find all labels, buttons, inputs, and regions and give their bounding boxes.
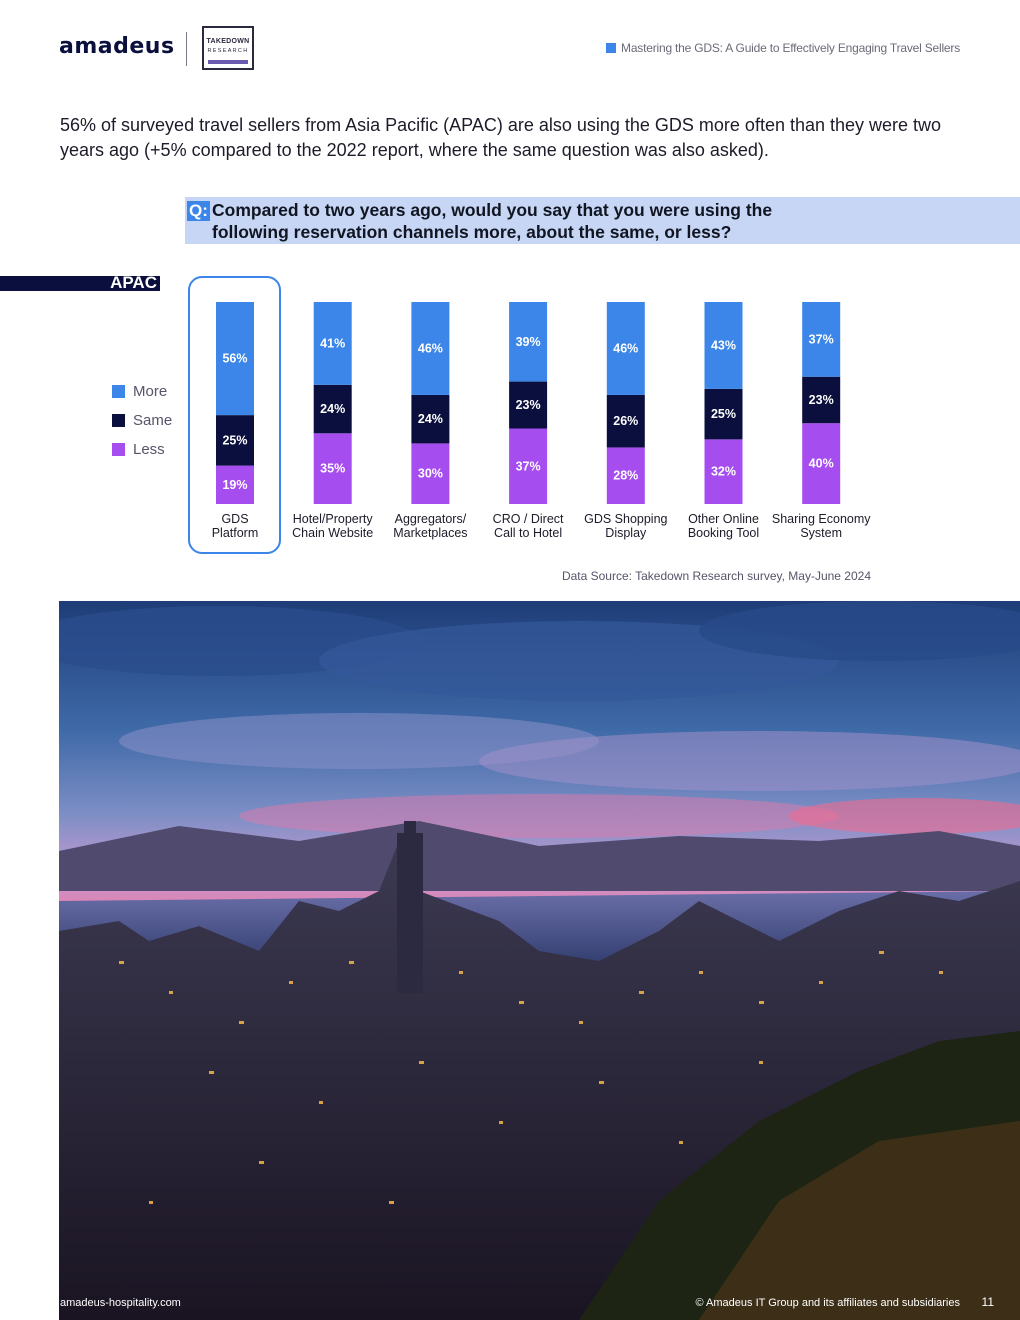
data-label-more: 41% xyxy=(320,336,346,351)
question-line1: Compared to two years ago, would you say that you were using the xyxy=(212,200,773,220)
data-label-more: 39% xyxy=(515,334,541,349)
category-label: Display xyxy=(605,526,647,540)
copyright-text: © Amadeus IT Group and its affiliates and subsidiaries xyxy=(695,1297,960,1309)
document-title-text: Mastering the GDS: A Guide to Effectively Engaging Travel Sellers xyxy=(621,41,960,55)
legend-label-same: Same xyxy=(133,412,173,429)
data-label-same: 25% xyxy=(710,407,737,422)
website-link[interactable]: amadeus-hospitality.com xyxy=(60,1297,181,1309)
data-label-same: 24% xyxy=(320,402,346,417)
data-label-less: 30% xyxy=(417,466,443,481)
category-label: Platform xyxy=(211,526,259,540)
data-label-less: 19% xyxy=(222,477,248,492)
photo-illustration xyxy=(59,601,1020,1320)
city-skyline-sunset-photo xyxy=(59,601,1020,1320)
category-label: Marketplaces xyxy=(393,526,468,540)
data-label-less: 28% xyxy=(613,468,639,483)
data-label-same: 25% xyxy=(222,433,248,448)
data-label-less: 35% xyxy=(320,461,346,476)
page-number: 11 xyxy=(981,1295,994,1309)
stacked-bar-chart xyxy=(0,0,1020,600)
data-label-less: 40% xyxy=(808,456,834,471)
category-label: GDS xyxy=(221,512,249,526)
data-label-less: 32% xyxy=(710,464,737,479)
category-label: Sharing Economy xyxy=(771,512,871,526)
category-label: Hotel/Property xyxy=(292,512,373,526)
region-label: APAC xyxy=(110,273,157,292)
category-label: Other Online xyxy=(688,512,759,526)
data-label-more: 56% xyxy=(222,351,248,366)
data-label-more: 43% xyxy=(710,338,737,353)
data-label-less: 37% xyxy=(515,459,541,474)
data-label-same: 26% xyxy=(613,414,639,429)
data-source: Data Source: Takedown Research survey, May-June 2024 xyxy=(561,569,871,583)
data-label-same: 23% xyxy=(808,392,834,407)
category-label: CRO / Direct xyxy=(492,512,564,526)
data-label-same: 24% xyxy=(417,412,443,427)
category-label: Chain Website xyxy=(292,526,374,540)
logo-line1: TAKEDOWN xyxy=(206,38,250,45)
intro-paragraph: 56% of surveyed travel sellers from Asia Pacific (APAC) are also using the GDS more often than they were two years ago (+5% compared to the 2022 report, where the same question was also asked). xyxy=(60,115,942,160)
logo-line2: RESEARCH xyxy=(207,48,249,54)
question-line2: following reservation channels more, about the same, or less? xyxy=(212,222,732,242)
data-label-same: 23% xyxy=(515,398,541,413)
legend-label-less: Less xyxy=(133,441,165,458)
category-label: Booking Tool xyxy=(687,526,760,540)
data-label-more: 46% xyxy=(417,341,443,356)
category-label: System xyxy=(800,526,843,540)
amadeus-logo: amadeus xyxy=(59,34,175,59)
data-label-more: 37% xyxy=(808,332,834,347)
category-label: Aggregators/ xyxy=(394,512,467,526)
category-label: Call to Hotel xyxy=(494,526,563,540)
category-label: GDS Shopping xyxy=(584,512,668,526)
question-prefix: Q: xyxy=(189,201,208,220)
data-label-more: 46% xyxy=(613,341,639,356)
legend-label-more: More xyxy=(133,383,168,400)
